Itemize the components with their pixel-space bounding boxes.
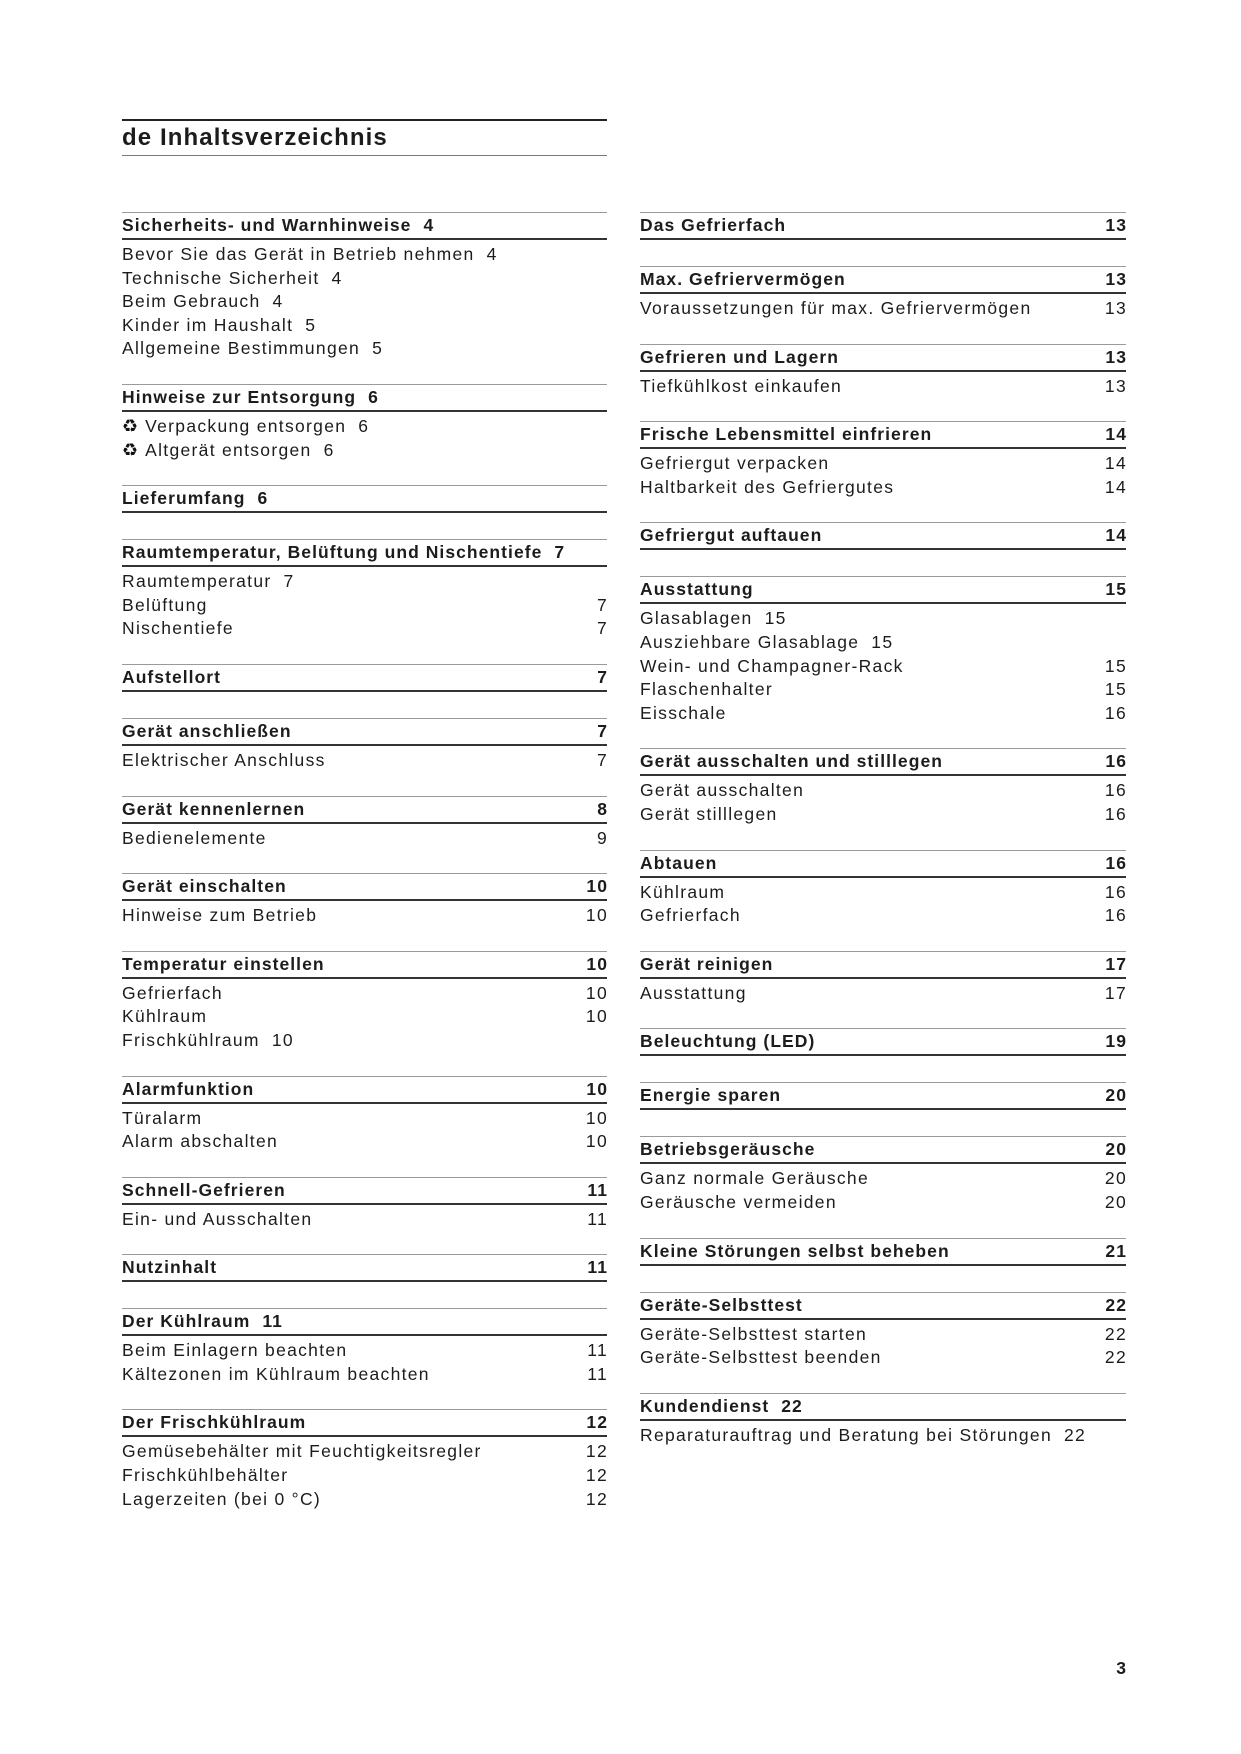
toc-section-title: Gerät einschalten [122,876,287,897]
toc-entry-text: Gemüsebehälter mit Feuchtigkeitsregler [122,1441,482,1462]
toc-entry-page: 12 [585,1488,608,1509]
toc-entry [122,982,607,1006]
toc-entry-page: 6 [358,415,370,436]
toc-entry-page: 15 [1104,655,1127,676]
recycle-icon: ♻ [122,439,139,461]
toc-section-title: Max. Gefriervermögen [640,269,846,289]
toc-entry [122,1440,607,1464]
toc-section-title: Temperatur einstellen [122,953,325,974]
toc-entry-page: 10 [585,905,608,926]
toc-entry-text: Frischkühlraum [122,1029,260,1050]
toc-entry-text: Technische Sicherheit [122,267,320,288]
toc-section-page: 7 [597,666,608,687]
toc-section-heading [640,421,1126,449]
toc-section-title: Nutzinhalt [122,1257,218,1278]
toc-section-page: 10 [586,876,608,897]
toc-entry-page: 12 [585,1465,608,1486]
toc-section-title: Gefriergut auftauen [640,525,823,546]
toc-entry-page: 15 [1104,679,1127,700]
toc-entry-page: 14 [1104,476,1127,497]
toc-section-page: 14 [1105,424,1127,445]
toc-entry-list [640,604,1126,725]
toc-section [122,1177,607,1232]
toc-section [122,951,607,1053]
toc-section-page: 11 [587,1179,608,1200]
toc-section-page: 11 [587,1257,608,1278]
toc-section-page: 14 [1105,525,1127,546]
toc-entry-text: Gefrierfach [640,905,741,926]
toc-section-heading [640,850,1126,878]
toc-entry-page: 10 [585,1131,608,1152]
toc-section [640,1393,1126,1448]
toc-section [122,212,607,361]
toc-section [122,796,607,851]
toc-entry-text: Kühlraum [122,1006,208,1027]
toc-entry-page: 7 [596,594,608,615]
toc-entry-list [122,1437,607,1511]
toc-section-heading [122,539,607,567]
toc-section-heading [640,1028,1126,1056]
toc-entry [122,290,607,314]
toc-section-page: 17 [1105,953,1127,974]
toc-section-title: Geräte-Selbsttest [640,1294,803,1315]
toc-entry-list [122,412,607,462]
toc-section [122,384,607,462]
toc-section-title: Hinweise zur Entsorgung [122,386,357,407]
toc-entry-page: 11 [587,1363,608,1384]
toc-entry [122,749,607,773]
toc-entry-page: 14 [1104,453,1127,474]
toc-section-page: 11 [262,1311,283,1332]
toc-section [122,1254,607,1282]
toc-entry-text: Bevor Sie das Gerät in Betrieb nehmen [122,244,475,264]
toc-entry-list [122,979,607,1053]
toc-section-page: 8 [597,798,608,819]
toc-section-page: 16 [1105,852,1127,873]
toc-section-title: Kleine Störungen selbst beheben [640,1240,950,1261]
toc-right-column [640,212,1126,1470]
toc-entry [640,631,1126,655]
toc-entry-text: Kinder im Haushalt [122,314,294,335]
toc-left-column [122,212,607,1534]
toc-section-title: Sicherheits- und Warnhinweise [122,215,412,235]
toc-entry-text: Altgerät entsorgen [145,439,312,460]
toc-section-heading [640,1393,1126,1421]
toc-entry-text: Ausstattung [640,982,747,1003]
toc-section [122,1409,607,1511]
toc-entry [640,702,1126,726]
toc-section-heading [640,1082,1126,1110]
toc-entry [640,1424,1126,1448]
toc-entry-list [640,1320,1126,1370]
toc-entry-list [122,901,607,928]
toc-entry-page: 16 [1104,780,1127,801]
toc-section [640,576,1126,725]
toc-entry-text: Raumtemperatur [122,571,272,592]
toc-entry-text: Gefrierfach [122,982,223,1003]
toc-entry [640,1346,1126,1370]
toc-entry-list [122,1205,607,1232]
toc-entry [122,1107,607,1131]
toc-entry-list [640,979,1126,1006]
toc-section-title: Beleuchtung (LED) [640,1031,816,1052]
toc-section-heading [122,873,607,901]
toc-entry-list [122,1104,607,1154]
toc-entry [122,337,607,361]
toc-entry [122,1464,607,1488]
toc-entry-text: Eisschale [640,702,727,723]
toc-entry-text: Frischkühlbehälter [122,1465,289,1486]
toc-entry [122,1208,607,1232]
toc-entry [122,415,607,439]
toc-section [640,266,1126,321]
toc-entry [640,655,1126,679]
toc-entry [122,439,607,463]
toc-section-heading [640,522,1126,550]
toc-section-title: Aufstellort [122,666,222,687]
toc-section-page: 13 [1105,346,1127,367]
toc-entry-text: Geräte-Selbsttest starten [640,1323,868,1344]
toc-entry-page: 6 [323,439,335,460]
toc-entry-page: 11 [587,1208,608,1229]
toc-entry-page: 4 [331,267,343,288]
toc-section-title: Raumtemperatur, Belüftung und Nischentiefe [122,542,543,563]
toc-entry-page: 16 [1104,905,1127,926]
toc-entry-text: Lagerzeiten (bei 0 °C) [122,1488,322,1509]
toc-entry [122,1339,607,1363]
toc-entry [122,1005,607,1029]
toc-entry-page: 11 [587,1340,608,1361]
toc-section-page: 12 [586,1412,608,1433]
toc-section-title: Abtauen [640,852,718,873]
toc-section [640,951,1126,1006]
toc-section-heading [122,1409,607,1437]
toc-section [122,873,607,928]
toc-entry-page: 22 [1063,1424,1087,1445]
toc-section-heading [122,664,607,692]
toc-section-heading [640,344,1126,372]
toc-section [122,539,607,641]
toc-section [122,718,607,773]
toc-entry-page: 10 [585,982,608,1003]
toc-section-title: Frische Lebensmittel einfrieren [640,424,933,445]
toc-section-page: 10 [586,953,608,974]
toc-section [640,522,1126,550]
toc-section [640,1028,1126,1056]
toc-entry-text: Nischentiefe [122,618,234,639]
toc-entry-text: Ausziehbare Glasablage [640,631,860,652]
toc-section-page: 4 [423,215,435,235]
toc-section-heading [640,951,1126,979]
toc-section-page: 20 [1105,1085,1127,1106]
toc-section-page: 10 [586,1078,608,1099]
toc-section-page: 16 [1105,751,1127,772]
toc-section-title: Alarmfunktion [122,1078,255,1099]
toc-entry [122,1029,607,1053]
toc-entry-text: Beim Einlagern beachten [122,1340,348,1361]
toc-section-title: Gefrieren und Lagern [640,346,839,367]
toc-section-page: 20 [1105,1139,1127,1160]
toc-section-heading [122,1177,607,1205]
toc-entry [640,678,1126,702]
toc-entry-page: 4 [272,291,284,312]
toc-entry-text: Allgemeine Bestimmungen [122,338,361,359]
toc-section-page: 6 [257,488,269,509]
toc-entry-list [640,1164,1126,1214]
toc-section-heading [122,485,607,513]
toc-entry-page: 7 [596,618,608,639]
toc-entry-list [640,776,1126,826]
toc-entry-page: 16 [1104,881,1127,902]
toc-section-title: Der Kühlraum [122,1311,251,1332]
toc-entry-text: Reparaturauftrag und Beratung bei Störungen [640,1424,1052,1445]
toc-section [640,1136,1126,1214]
toc-entry [122,243,607,267]
toc-section-page: 19 [1105,1031,1127,1052]
toc-entry-page: 13 [1104,375,1127,396]
toc-entry-text: Beim Gebrauch [122,291,261,312]
toc-entry [122,570,607,594]
toc-section-title: Das Gefrierfach [640,215,787,235]
toc-entry [122,594,607,618]
toc-entry-page: 5 [305,314,317,335]
toc-entry-list [640,372,1126,399]
toc-section-heading [122,1076,607,1104]
toc-section-heading [122,212,607,240]
toc-section [640,421,1126,499]
toc-entry [640,881,1126,905]
toc-section-heading [640,576,1126,604]
toc-entry-text: Bedienelemente [122,827,267,848]
toc-entry [122,267,607,291]
toc-entry-text: Alarm abschalten [122,1131,279,1152]
toc-section-title: Energie sparen [640,1085,782,1106]
toc-section-page: 22 [781,1395,803,1416]
page-title [122,119,607,156]
toc-section-title: Gerät reinigen [640,953,774,974]
toc-section [640,1292,1126,1370]
toc-entry-list [640,294,1126,321]
toc-entry-list [122,1336,607,1386]
page-number: 3 [1116,1658,1126,1678]
toc-entry-page: 15 [764,608,787,629]
toc-entry-text: Glasablagen [640,608,753,629]
toc-section [640,344,1126,399]
toc-entry-page: 10 [585,1006,608,1027]
toc-entry-text: Kühlraum [640,881,726,902]
toc-entry-text: Gerät stilllegen [640,803,778,824]
toc-section-heading [640,748,1126,776]
toc-entry-text: Flaschenhalter [640,679,773,700]
toc-entry-page: 15 [871,631,894,652]
toc-entry-text: Wein- und Champagner-Rack [640,655,904,676]
toc-section-heading [122,951,607,979]
toc-entry [640,375,1126,399]
toc-entry-page: 16 [1104,702,1127,723]
toc-section-heading [640,1136,1126,1164]
toc-entry [640,452,1126,476]
toc-entry-text: Türalarm [122,1107,203,1128]
toc-section [640,850,1126,928]
toc-section-heading [640,1292,1126,1320]
toc-section-heading [122,796,607,824]
toc-entry-list [640,1421,1126,1448]
toc-entry [122,617,607,641]
toc-entry-page: 22 [1104,1347,1127,1368]
toc-entry-page: 5 [372,338,384,359]
toc-entry-text: Haltbarkeit des Gefriergutes [640,476,895,497]
toc-section-title: Gerät ausschalten und stilllegen [640,751,943,772]
toc-entry-page: 9 [596,827,608,848]
toc-entry [122,1488,607,1512]
toc-section [640,212,1126,240]
toc-section-page: 13 [1105,215,1127,235]
toc-entry-text: Tiefkühlkost einkaufen [640,375,843,396]
toc-entry [640,1167,1126,1191]
toc-section-page: 7 [597,720,608,741]
toc-entry-page: 13 [1104,298,1127,318]
toc-entry-text: Geräte-Selbsttest beenden [640,1347,882,1368]
toc-section-page: 7 [554,542,566,563]
toc-entry [640,607,1126,631]
toc-entry-page: 16 [1104,803,1127,824]
toc-entry-text: Ganz normale Geräusche [640,1168,869,1189]
toc-entry-page: 10 [585,1107,608,1128]
toc-entry-page: 17 [1104,982,1127,1003]
toc-entry [640,982,1126,1006]
toc-entry-text: Ein- und Ausschalten [122,1208,313,1229]
toc-entry-page: 7 [283,571,295,592]
toc-section-page: 6 [368,386,379,407]
toc-section-heading [640,1238,1126,1266]
toc-entry-page: 20 [1104,1191,1127,1212]
toc-entry [122,827,607,851]
toc-section-heading [640,266,1126,294]
toc-section-title: Gerät kennenlernen [122,798,306,819]
language-code: de [122,124,153,151]
toc-section-title: Lieferumfang [122,488,246,509]
toc-section-page: 21 [1105,1240,1127,1261]
toc-entry [640,1191,1126,1215]
toc-section-page: 22 [1105,1294,1127,1315]
toc-section-title: Betriebsgeräusche [640,1139,816,1160]
toc-section [640,1238,1126,1266]
toc-entry-page: 4 [486,244,498,264]
toc-entry [122,1363,607,1387]
toc-entry [640,1323,1126,1347]
toc-entry-page: 22 [1104,1323,1127,1344]
toc-section-page: 15 [1105,579,1127,600]
toc-section [640,748,1126,826]
toc-section [122,485,607,513]
toc-section-heading [640,212,1126,240]
toc-entry-text: Belüftung [122,594,208,615]
toc-section-title: Ausstattung [640,579,754,600]
toc-section-title: Der Frischkühlraum [122,1412,307,1433]
toc-entry [640,803,1126,827]
toc-section-title: Gerät anschließen [122,720,292,741]
toc-section [122,664,607,692]
toc-section-heading [122,718,607,746]
toc-entry-list [122,824,607,851]
toc-entry [640,904,1126,928]
toc-entry-text: Voraussetzungen für max. Gefriervermögen [640,298,1032,318]
toc-entry-text: Elektrischer Anschluss [122,749,326,770]
toc-entry-text: Gerät ausschalten [640,780,805,801]
title-text: Inhaltsverzeichnis [160,124,388,151]
toc-entry [122,1130,607,1154]
toc-entry [122,904,607,928]
toc-section-page: 13 [1105,269,1127,289]
toc-entry-page: 7 [596,749,608,770]
toc-entry-list [122,240,607,361]
toc-section-title: Schnell-Gefrieren [122,1179,286,1200]
toc-entry [122,314,607,338]
recycle-icon: ♻ [122,415,139,437]
toc-entry-text: Hinweise zum Betrieb [122,905,318,926]
toc-entry-text: Gefriergut verpacken [640,453,830,474]
toc-section [122,1076,607,1154]
toc-entry-list [640,449,1126,499]
toc-entry [640,297,1126,321]
toc-entry-page: 12 [585,1441,608,1462]
toc-entry-text: Geräusche vermeiden [640,1191,837,1212]
toc-entry-page: 20 [1104,1168,1127,1189]
toc-section [640,1082,1126,1110]
toc-entry-list [122,746,607,773]
toc-entry-text: Kältezonen im Kühlraum beachten [122,1363,430,1384]
toc-entry [640,779,1126,803]
toc-section-title: Kundendienst [640,1395,770,1416]
toc-entry-list [122,567,607,641]
toc-entry-text: Verpackung entsorgen [145,415,347,436]
toc-section-heading [122,384,607,412]
toc-entry-page: 10 [271,1029,294,1050]
toc-section [122,1308,607,1386]
toc-section-heading [122,1254,607,1282]
toc-entry [640,476,1126,500]
toc-entry-list [640,878,1126,928]
toc-section-heading [122,1308,607,1336]
